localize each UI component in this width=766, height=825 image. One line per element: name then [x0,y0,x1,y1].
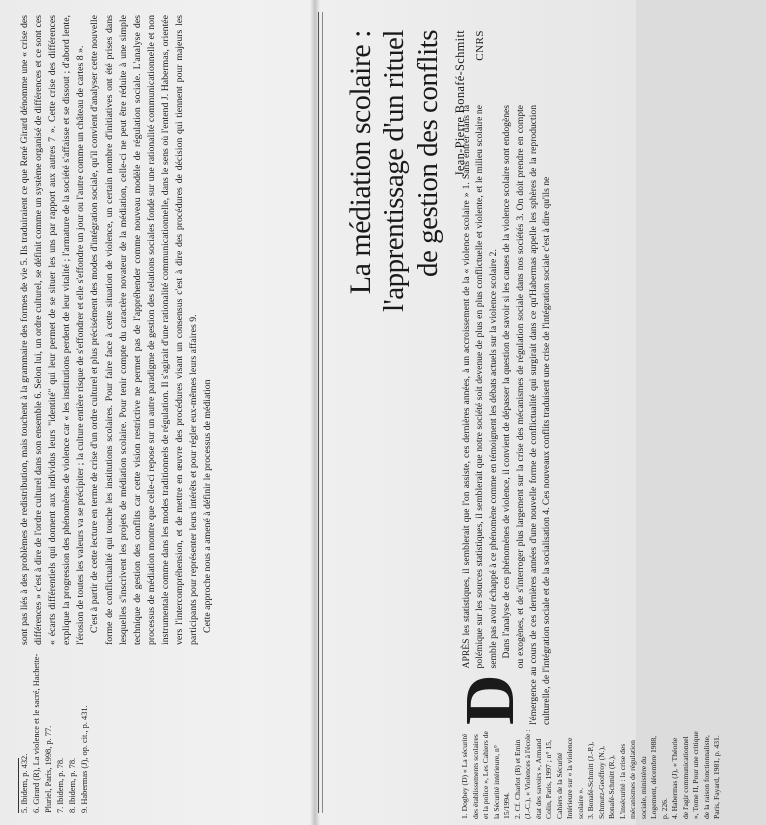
right-body-column [18,15,215,645]
article-title-line-1: La médiation scolaire : [344,30,377,295]
article-title-line-3: de gestion des conflits [412,30,444,278]
footnote-9: 9. Habermas (J), op. cit., p. 431. [80,705,89,813]
fold-line-2 [322,12,323,813]
dropcap-letter: D [452,674,529,725]
right-footnotes [18,653,91,813]
left-body-column [452,105,554,725]
footnote-1: 1. Dogbey (D) « La sécurité des établissements scolaires et la police », Les Cahiers de la Sécurité intérieure, n° 15/1994. [460,731,511,819]
right-paragraph-1: sont pas liés à des problèmes de redistribution, mais touchent à la grammaire des formes de vie 5. Ils traduiraient ce que René Girard dénomme une « crise des différences » c'est à dire de l'ordre culturel dans son ensemble 6. Selon lui, un ordre culturel, se définit comme un système organisé de différences et ce sont ces « écarts différentiels qui donnent aux individus leurs "identité" qui leur permet de se situer les uns par rapport aux autres 7 ». Cette crise des différences explique la progression des phénomènes de violence car « les institutions perdent de leur vitalité ; l'armature de la société s'affaisse et se dissout ; d'abord lente, l'érosion de toutes les valeurs va se précipiter ; la culture entière risque de s'effondrer et elle s'effondre un jour ou l'autre comme un château de cartes 8 ». [19,15,87,645]
left-paragraph-2: Dans l'analyse de ces phénomènes de violence, il convient de dépasser la question de savoir si les causes de la violence scolaire sont endogènes ou exogènes, et de s'interroger plus largement sur la crise des mécanismes de régulation sociale dans nos sociétés 3. On doit prendre en compte l'émergence au cours de ces dernières années d'une nouvelle forme de conflictualité qui surgirait dans ce qu'Habermas appelle les sphères de la reproduction culturelle, de l'intégration sociale et de la socialisation 4. Ces nouveaux conflits traduisent une crise de l'intégration sociale c'est à dire qu'ils ne [501,105,553,725]
article-title-line-2: l'apprentissage d'un rituel [378,30,410,313]
left-paragraph-1: APRÈS les statistiques, il semblerait que l'on assiste, ces dernières années, à un accroissement de la « violence scolaire » 1. Sans entrer dans la polémique sur les sources statistiques, il semblerait que notre société soit devenue de plus en plus conflictuelle et violente, et le milieu scolaire ne semble pas avoir échappé à ce phénomène comme en témoignent les débats actuels sur la violence scolaire 2. [461,105,499,669]
right-page [0,0,310,825]
fold-line [318,12,319,813]
footnote-7: 7. Ibidem, p. 78. [56,757,65,813]
author-affiliation: CNRS [474,30,486,61]
left-footnotes [460,729,766,819]
article-author: Jean-Pierre Bonafé-Schmitt [453,30,467,177]
right-paragraph-2: C'est à partir de cette lecture en terme de crise d'un ordre culturel et plus précisément des modes d'intégration sociale, qu'il convient d'analyser cette nouvelle forme de conflictualité qui touche les institutions scolaires. Pour faire face à cette situation de violence, un certain nombre d'initiatives ont été prises dans lesquelles s'inscrivent les projets de médiation scolaire. Pour tenir compte du caractère novateur de la médiation, celle-ci ne peut être réduite à une simple technique de gestion des conflits car cette vision restrictive ne permet pas de l'appréhender comme nouveau modèle de régulation sociale. L'analyse des processus de médiation montre que celle-ci repose sur un autre paradigme de gestion des relations sociales fondé sur une rationalité communicationnelle et non instrumentale comme dans les modes traditionnels de régulation. Il s'agirait d'une rationalité communicationnelle, dans le sens où l'entend J. Habermas, orientée vers l'intercompréhension, et de mettre en œuvre des procédures visant un consensus c'est à dire des procédures de décision qui tiennent pour majeurs les participants pour représenter leurs intérêts et pour régler eux-mêmes leurs affaires 9. [89,15,200,645]
right-paragraph-3: Cette approche nous a amené à définir le processus de médiation [202,379,214,633]
footnote-2: 2. Cf. Charlot (B) et Emin (J.-C.), « Violences à l'école : état des savoirs », Armand Colin, Paris, 1997 ; n° 15, Cahiers de la Sécurité Intérieure sur « la violence scolaire ». [512,729,585,819]
left-footnote-list [460,729,723,819]
footnote-6: 6. Girard (R), La violence et le sacré, Hachette-Pluriel, Paris, 1998, p. 77. [32,653,53,813]
footnote-8: 8. Ibidem, p. 78. [68,757,77,813]
footnote-5: 5. Ibidem, p. 432. [20,753,29,813]
footnote-3: 3. Bonafé-Schmitt (J.-P.), Schmutz-Geoffroy (N.), Bonafé-Schmitt (R.), L'insécurité : la crise des mécanismes de régulation sociale, ministère du Logement, décembre 1988, p. 226. [586,735,669,819]
footnote-4: 4. Habermas (J), « Théorie de l'agir communicationnel », Tome II, Pour une critique de la raison fonctionnaliste, Paris, Fayard, 1981, p. 431. [670,731,721,819]
left-page [330,0,721,825]
